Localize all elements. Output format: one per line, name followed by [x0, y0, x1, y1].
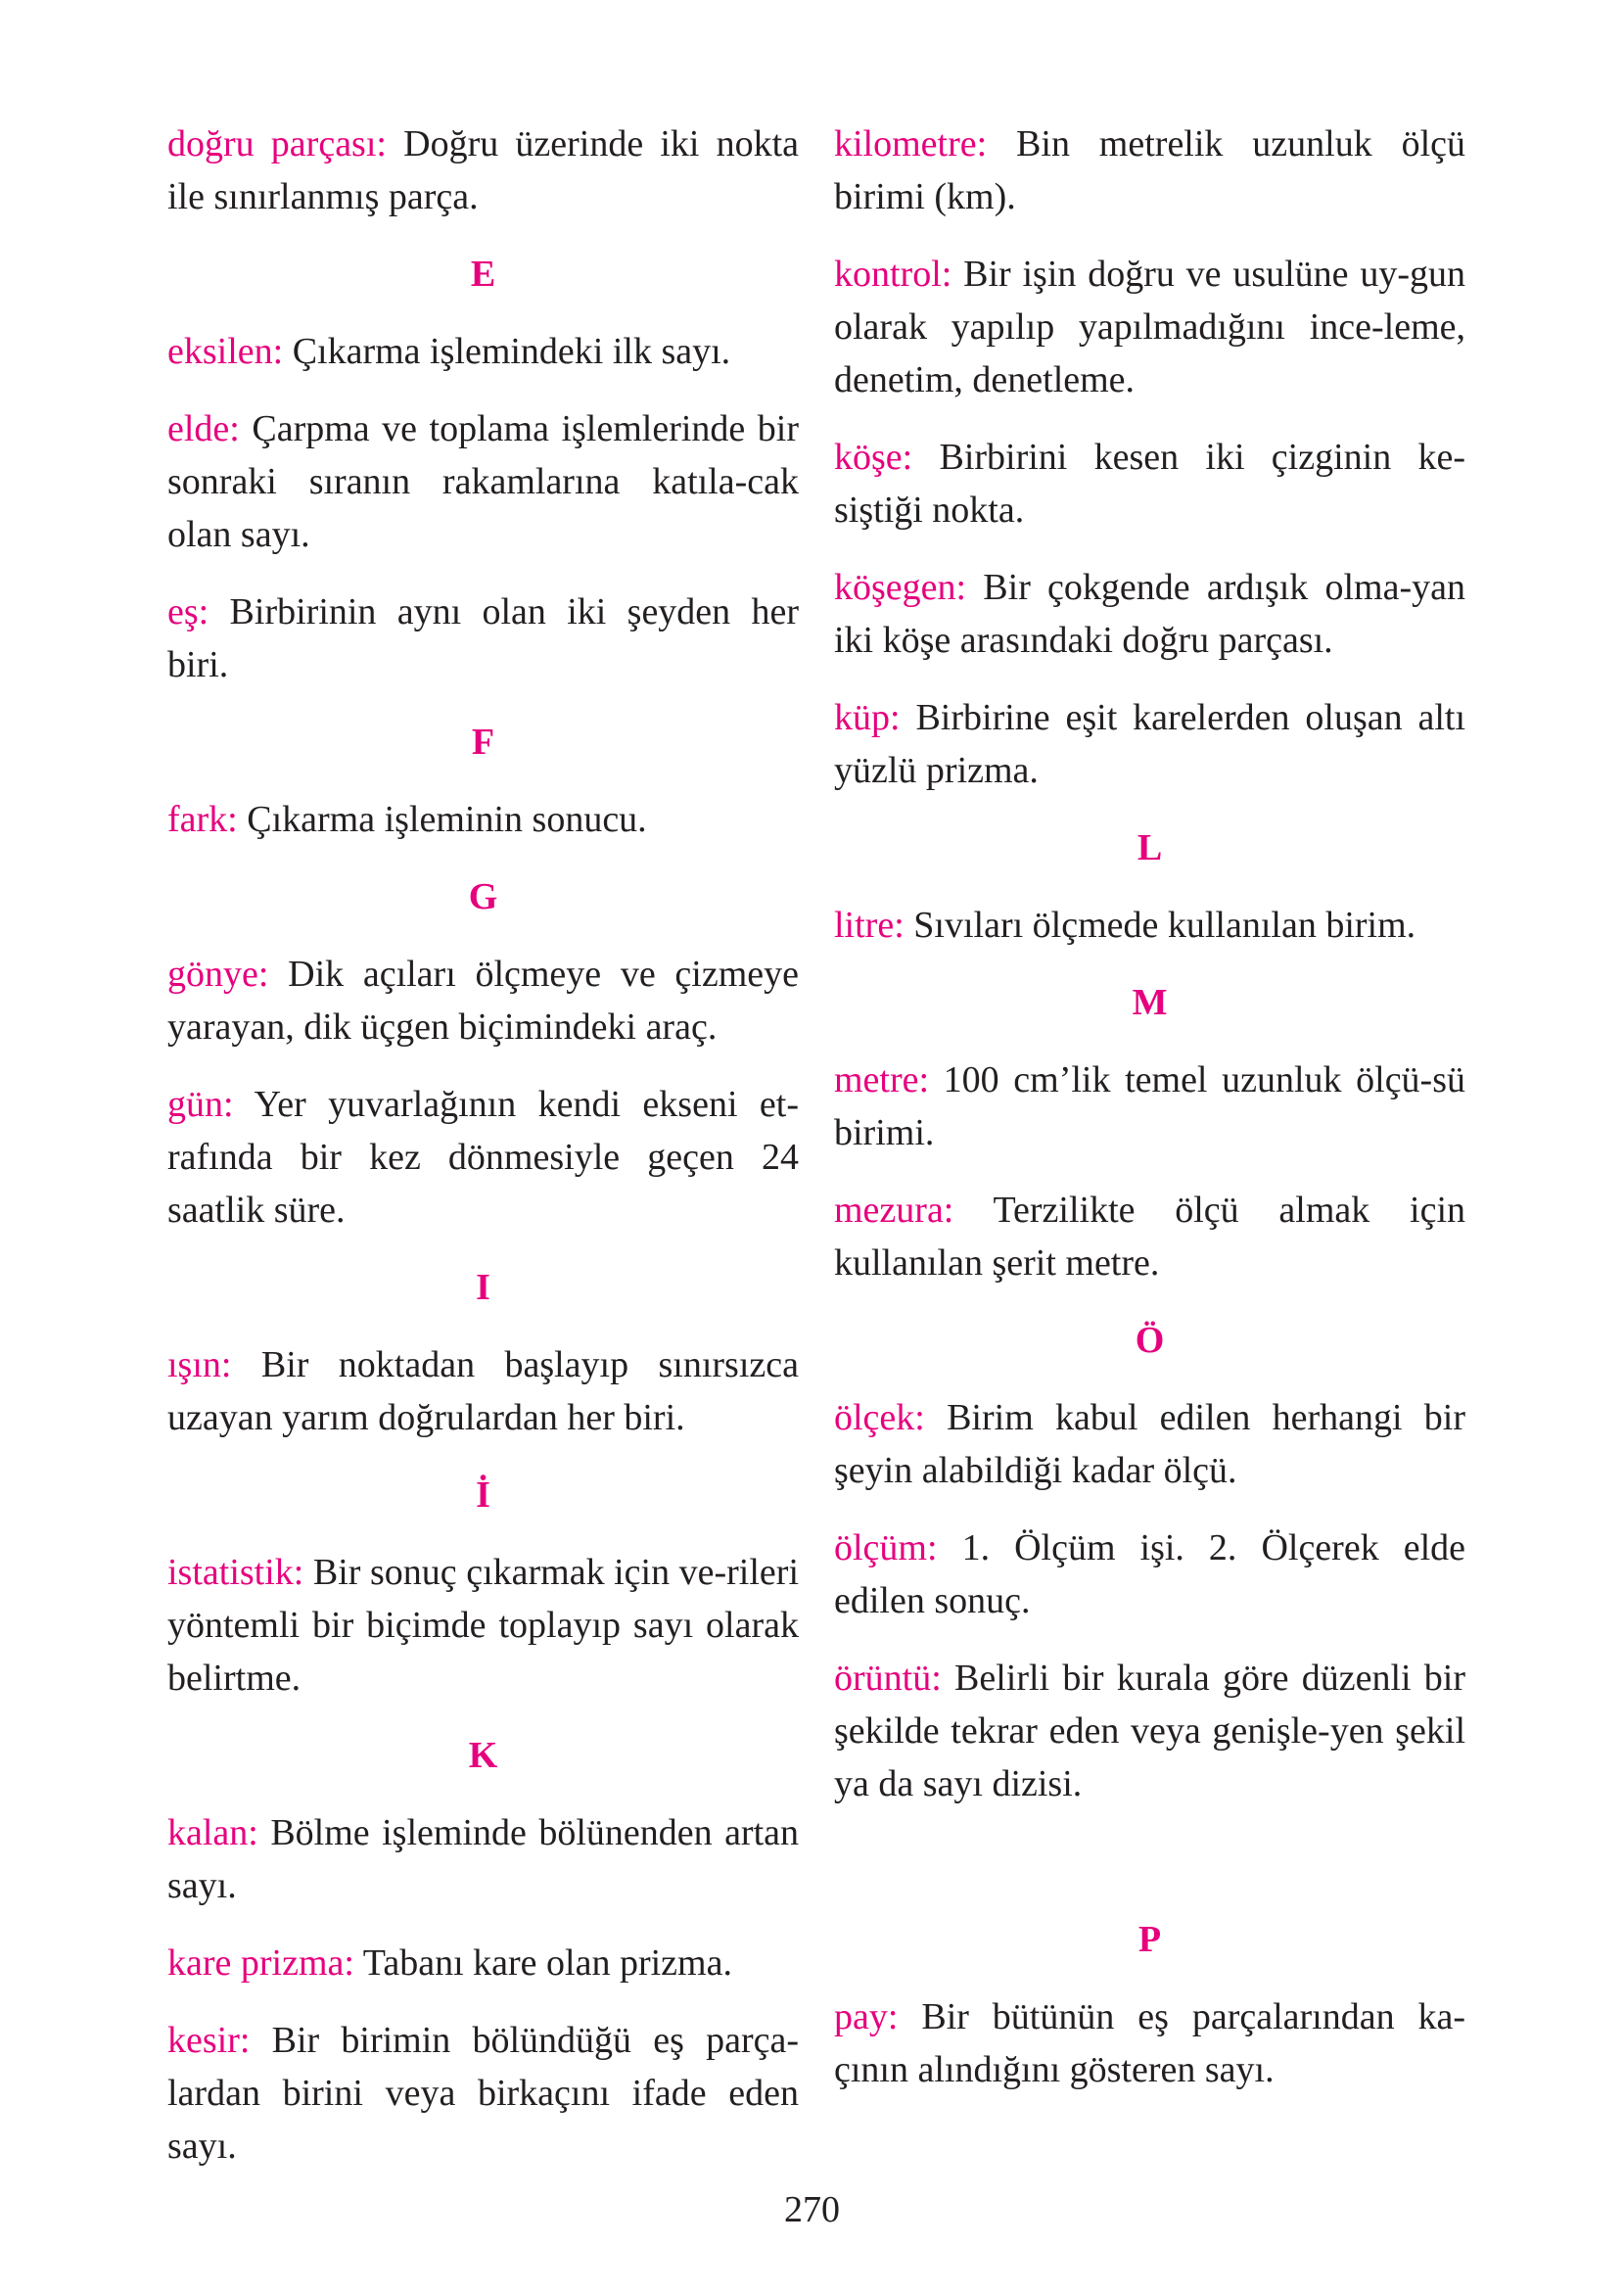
- section-letter-g: G: [468, 876, 498, 917]
- glossary-definition: Terzilikte ölçü almak için kullanılan şerit metre.: [834, 1190, 1465, 1284]
- glossary-entry-istatistik: [167, 1546, 799, 1705]
- glossary-entry-kare-prizma: [167, 1937, 799, 1989]
- glossary-term: kilometre:: [834, 123, 988, 164]
- glossary-term: köşegen:: [834, 567, 967, 608]
- glossary-term: mezura:: [834, 1190, 954, 1231]
- glossary-entry-kesir: [167, 2014, 799, 2173]
- section-letter-l: L: [1137, 827, 1163, 868]
- section-letter-e: E: [470, 254, 496, 295]
- glossary-entry-kosegen: [834, 561, 1465, 667]
- glossary-definition: 1. Ölçüm işi. 2. Ölçerek elde edilen sonuç.: [834, 1527, 1465, 1621]
- glossary-entry-olcek: [834, 1391, 1465, 1497]
- glossary-term: elde:: [167, 408, 240, 449]
- glossary-entry-kalan: [167, 1806, 799, 1912]
- glossary-term: kalan:: [167, 1812, 258, 1853]
- glossary-definition: Bir bütünün eş parçalarından ka-çının alındığını gösteren sayı.: [834, 1996, 1466, 2090]
- page-number: 270: [784, 2189, 840, 2230]
- section-letter-k: K: [468, 1735, 498, 1776]
- glossary-definition: 100 cm’lik temel uzunluk ölçü-sü birimi.: [834, 1059, 1465, 1153]
- glossary-entry-pay: [834, 1990, 1465, 2096]
- glossary-definition: Bölme işleminde bölünenden artan sayı.: [167, 1812, 800, 1906]
- glossary-definition: Dik açıları ölçmeye ve çizmeye yarayan, dik üçgen biçimindeki araç.: [167, 954, 800, 1048]
- glossary-term: istatistik:: [167, 1552, 304, 1593]
- glossary-entry-dogru-parcasi: [167, 117, 799, 223]
- glossary-entry-kup: [834, 691, 1465, 797]
- glossary-definition: Sıvıları ölçmede kullanılan birim.: [913, 905, 1416, 946]
- glossary-term: kare prizma:: [167, 1942, 354, 1984]
- glossary-entry-fark: [167, 793, 799, 846]
- glossary-definition: Yer yuvarlağının kendi ekseni et-rafında bir kez dönmesiyle geçen 24 saatlik süre.: [167, 1084, 799, 1231]
- right-column: [834, 117, 1465, 2121]
- glossary-entry-kose: [834, 431, 1465, 537]
- glossary-term: eksilen:: [167, 331, 284, 372]
- glossary-definition: Tabanı kare olan prizma.: [362, 1942, 732, 1984]
- glossary-definition: Bin metrelik uzunluk ölçü birimi (km).: [834, 123, 1465, 217]
- glossary-definition: Belirli bir kurala göre düzenli bir şekilde tekrar eden veya genişle-yen şekil ya da sayı dizisi.: [834, 1658, 1465, 1804]
- glossary-term: kontrol:: [834, 254, 952, 295]
- section-letter-o: Ö: [1135, 1320, 1165, 1361]
- section-letter-f: F: [471, 722, 495, 763]
- glossary-term: ölçek:: [834, 1397, 925, 1438]
- glossary-definition: Birbirine eşit karelerden oluşan altı yüzlü prizma.: [834, 697, 1466, 791]
- glossary-definition: Birim kabul edilen herhangi bir şeyin alabildiği kadar ölçü.: [834, 1397, 1466, 1491]
- section-letter-i: I: [476, 1267, 490, 1308]
- glossary-entry-metre: [834, 1053, 1465, 1159]
- left-column: [167, 117, 799, 2197]
- section-letter-i: İ: [476, 1474, 490, 1516]
- glossary-entry-kilometre: [834, 117, 1465, 223]
- glossary-term: ölçüm:: [834, 1527, 938, 1568]
- glossary-term: küp:: [834, 697, 901, 738]
- glossary-term: litre:: [834, 905, 905, 946]
- glossary-entry-gun: [167, 1078, 799, 1237]
- glossary-term: gün:: [167, 1084, 234, 1125]
- glossary-entry-gonye: [167, 948, 799, 1053]
- glossary-definition: Çarpma ve toplama işlemlerinde bir sonraki sıranın rakamlarına katıla-cak olan sayı.: [167, 408, 800, 555]
- glossary-entry-mezura: [834, 1184, 1465, 1289]
- glossary-term: pay:: [834, 1996, 899, 2037]
- glossary-definition: Doğru üzerinde iki nokta ile sınırlanmış parça.: [167, 123, 800, 217]
- section-spacer: [834, 1835, 1465, 1913]
- glossary-term: örüntü:: [834, 1658, 942, 1699]
- glossary-definition: Birbirinin aynı olan iki şeyden her biri.: [167, 591, 800, 685]
- glossary-term: eş:: [167, 591, 209, 632]
- glossary-term: kesir:: [167, 2020, 251, 2061]
- glossary-term: ışın:: [167, 1344, 232, 1385]
- glossary-definition: Bir noktadan başlayıp sınırsızca uzayan yarım doğrulardan her biri.: [167, 1344, 799, 1438]
- glossary-term: metre:: [834, 1059, 930, 1100]
- section-letter-p: P: [1137, 1919, 1162, 1960]
- glossary-definition: Bir birimin bölündüğü eş parça-lardan birini veya birkaçını ifade eden sayı.: [167, 2020, 800, 2167]
- glossary-term: doğru parçası:: [167, 123, 387, 164]
- glossary-definition: Bir sonuç çıkarmak için ve-rileri yöntemli bir biçimde toplayıp sayı olarak belirtme.: [167, 1552, 799, 1699]
- glossary-definition: Bir çokgende ardışık olma-yan iki köşe arasındaki doğru parçası.: [834, 567, 1465, 661]
- glossary-entry-elde: [167, 402, 799, 561]
- section-letter-m: M: [1132, 982, 1168, 1023]
- glossary-definition: Çıkarma işlemindeki ilk sayı.: [292, 331, 731, 372]
- glossary-entry-litre: [834, 899, 1465, 952]
- glossary-term: fark:: [167, 799, 238, 840]
- glossary-entry-oruntu: [834, 1652, 1465, 1810]
- glossary-entry-kontrol: [834, 248, 1465, 406]
- glossary-entry-isin: [167, 1338, 799, 1444]
- glossary-entry-olcum: [834, 1521, 1465, 1627]
- glossary-entry-eksilen: [167, 325, 799, 378]
- glossary-definition: Çıkarma işleminin sonucu.: [247, 799, 647, 840]
- glossary-term: köşe:: [834, 437, 913, 478]
- glossary-definition: Birbirini kesen iki çizginin ke-siştiği nokta.: [834, 437, 1465, 531]
- glossary-entry-es: [167, 585, 799, 691]
- glossary-term: gönye:: [167, 954, 269, 995]
- glossary-definition: Bir işin doğru ve usulüne uy-gun olarak yapılıp yapılmadığını ince-leme, denetim, denetleme.: [834, 254, 1465, 400]
